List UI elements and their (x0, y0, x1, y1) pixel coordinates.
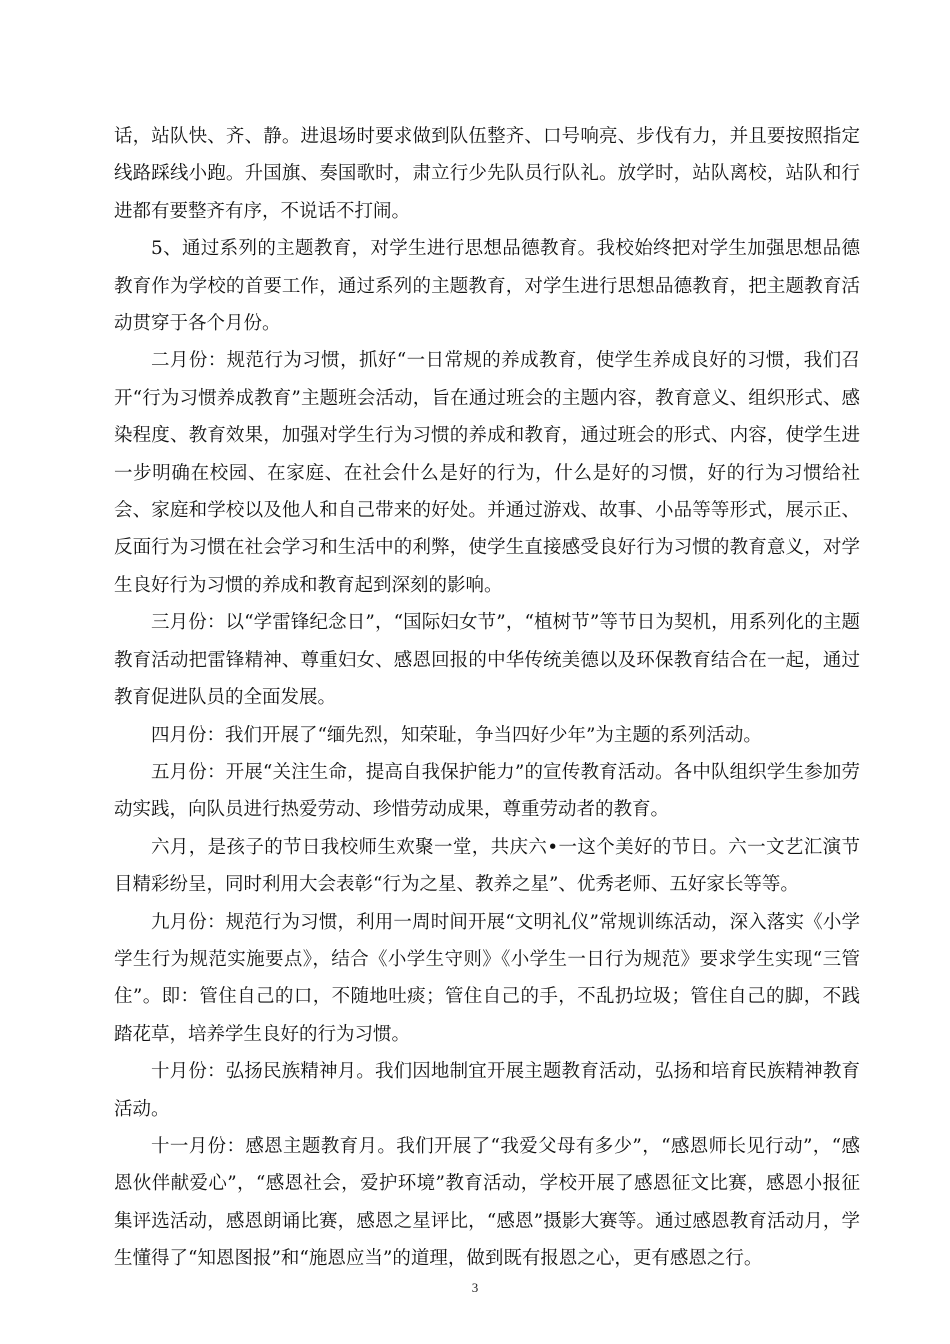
document-body (114, 118, 860, 1278)
page-number: 3 (471, 1280, 479, 1295)
paragraph-march: 三月份：以“学雷锋纪念日”，“国际妇女节”，“植树节”等节日为契机，用系列化的主题教育活动把雷锋精神、尊重妇女、感恩回报的中华传统美德以及环保教育结合在一起，通过教育促进队员的全面发展。 (114, 612, 860, 709)
paragraph-theme-education: 5、通过系列的主题教育，对学生进行思想品德教育。我校始终把对学生加强思想品德教育作为学校的首要工作，通过系列的主题教育，对学生进行思想品德教育，把主题教育活动贯穿于各个月份。 (114, 238, 860, 335)
paragraph-october: 十月份：弘扬民族精神月。我们因地制宜开展主题教育活动，弘扬和培育民族精神教育活动。 (114, 1061, 860, 1120)
paragraph-november: 十一月份：感恩主题教育月。我们开展了“我爱父母有多少”，“感恩师长见行动”，“感恩伙伴献爱心”，“感恩社会，爱护环境”教育活动，学校开展了感恩征文比赛，感恩小报征集评选活动，感恩朗诵比赛，感恩之星评比，“感恩”摄影大赛等。通过感恩教育活动月，学生懂得了“知恩图报”和“施恩应当”的道理，做到既有报恩之心，更有感恩之行。 (114, 1135, 860, 1270)
paragraph-february: 二月份：规范行为习惯，抓好“一日常规的养成教育，使学生养成良好的习惯，我们召开“行为习惯养成教育”主题班会活动，旨在通过班会的主题内容，教育意义、组织形式、感染程度、教育效果，加强对学生行为习惯的养成和教育，通过班会的形式、内容，使学生进一步明确在校园、在家庭、在社会什么是好的行为，什么是好的习惯，好的行为习惯给社会、家庭和学校以及他人和自己带来的好处。并通过游戏、故事、小品等等形式，展示正、反面行为习惯在社会学习和生活中的利弊，使学生直接感受良好行为习惯的教育意义，对学生良好行为习惯的养成和教育起到深刻的影响。 (114, 350, 860, 596)
paragraph-may: 五月份：开展“关注生命，提高自我保护能力”的宣传教育活动。各中队组织学生参加劳动实践，向队员进行热爱劳动、珍惜劳动成果，尊重劳动者的教育。 (114, 761, 860, 821)
paragraph-june: 六月，是孩子的节日我校师生欢聚一堂，共庆六•一这个美好的节日。六一文艺汇演节目精彩纷呈，同时利用大会表彰“行为之星、教养之星”、优秀老师、五好家长等等。 (114, 836, 860, 896)
paragraph-april: 四月份：我们开展了“缅先烈，知荣耻，争当四好少年”为主题的系列活动。 (151, 724, 762, 746)
paragraph-continued: 话，站队快、齐、静。进退场时要求做到队伍整齐、口号响亮、步伐有力，并且要按照指定线路踩线小跑。升国旗、奏国歌时，肃立行少先队员行队礼。放学时，站队离校，站队和行进都有要整齐有序，不说话不打闹。 (114, 126, 860, 222)
paragraph-september: 九月份：规范行为习惯，利用一周时间开展“文明礼仪”常规训练活动，深入落实《小学学生行为规范实施要点》，结合《小学生守则》《小学生一日行为规范》要求学生实现“三管住”。即：管住自己的口，不随地吐痰；管住自己的手，不乱扔垃圾；管住自己的脚，不践踏花草，培养学生良好的行为习惯。 (114, 911, 860, 1045)
